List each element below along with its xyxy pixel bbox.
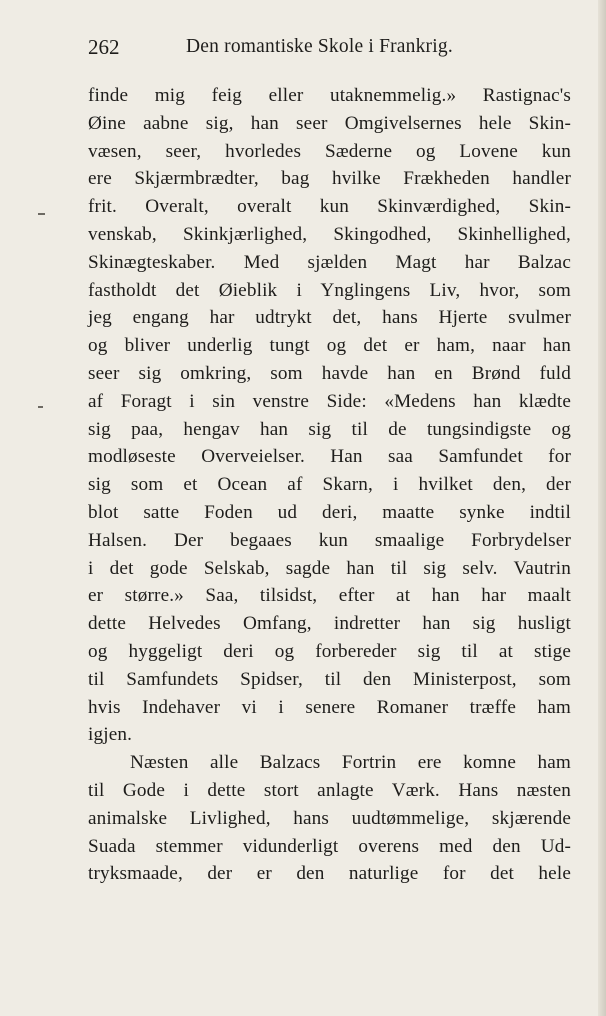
- text-line: Suada stemmer vidunderligt overens med den Ud-: [88, 835, 571, 857]
- text-line: frit. Overalt, overalt kun Skinværdighed, Skin-: [88, 196, 571, 218]
- text-line: Næsten alle Balzacs Fortrin ere komne ham: [130, 752, 571, 774]
- text-line: sig paa, hengav han sig til de tungsindigste og: [88, 418, 571, 440]
- page-edge-shadow: [598, 0, 606, 1016]
- text-line: sig som et Ocean af Skarn, i hvilket den, der: [88, 474, 571, 496]
- text-line: Skinægteskaber. Med sjælden Magt har Balzac: [88, 251, 571, 273]
- text-line: seer sig omkring, som havde han en Brønd fuld: [88, 362, 571, 384]
- text-line: i det gode Selskab, sagde han til sig selv. Vautrin: [88, 557, 571, 579]
- text-line: Øine aabne sig, han seer Omgivelsernes hele Skin-: [88, 112, 571, 134]
- text-line: Halsen. Der begaaes kun smaalige Forbrydelser: [88, 529, 571, 551]
- text-line: af Foragt i sin venstre Side: «Medens han klædte: [88, 390, 571, 412]
- margin-mark: [38, 406, 43, 408]
- body-text: [88, 82, 571, 888]
- text-line: og hyggeligt deri og forbereder sig til at stige: [88, 640, 571, 662]
- text-line: og bliver underlig tungt og det er ham, naar han: [88, 335, 571, 357]
- text-line: væsen, seer, hvorledes Sæderne og Lovene kun: [88, 140, 571, 162]
- text-line: tryksmaade, der er den naturlige for det hele: [88, 863, 571, 885]
- running-head: [88, 33, 478, 61]
- text-line: modløseste Overveielser. Han saa Samfundet for: [88, 446, 571, 468]
- text-line: animalske Livlighed, hans uudtømmelige, skjærende: [88, 807, 571, 829]
- text-line: venskab, Skinkjærlighed, Skingodhed, Skinhellighed,: [88, 223, 571, 245]
- text-line: er større.» Saa, tilsidst, efter at han har maalt: [88, 585, 571, 607]
- page-number: 262: [88, 35, 120, 59]
- text-line: hvis Indehaver vi i senere Romaner træffe ham: [88, 696, 571, 718]
- text-line: til Gode i dette stort anlagte Værk. Hans næsten: [88, 779, 571, 801]
- text-line: blot satte Foden ud deri, maatte synke indtil: [88, 501, 571, 523]
- text-line: dette Helvedes Omfang, indretter han sig husligt: [88, 613, 571, 635]
- text-line: ere Skjærmbrædter, bag hvilke Frækheden handler: [88, 168, 571, 190]
- text-line: igjen.: [88, 724, 133, 746]
- text-line: fastholdt det Øieblik i Ynglingens Liv, hvor, som: [88, 279, 571, 301]
- running-title: Den romantiske Skole i Frankrig.: [186, 36, 453, 57]
- margin-mark: [38, 213, 45, 215]
- text-line: jeg engang har udtrykt det, hans Hjerte svulmer: [88, 307, 571, 329]
- text-line: til Samfundets Spidser, til den Ministerpost, som: [88, 668, 571, 690]
- text-line: finde mig feig eller utaknemmelig.» Rastignac's: [88, 85, 571, 106]
